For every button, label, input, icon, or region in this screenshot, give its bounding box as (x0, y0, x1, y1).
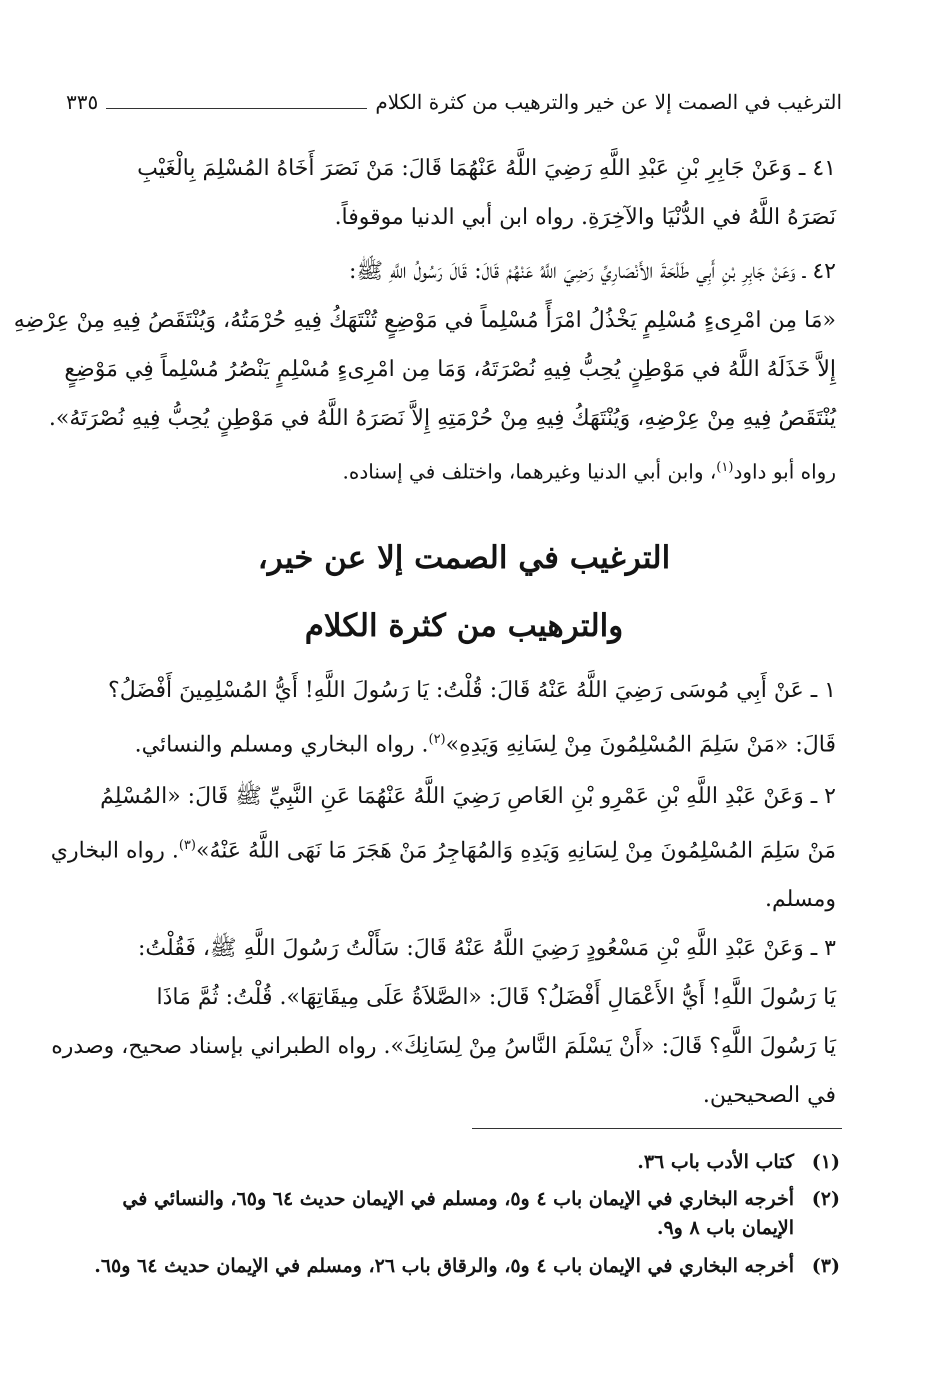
page-header (66, 84, 842, 120)
footnote-ref-1[interactable]: (١) (716, 460, 734, 475)
hadith-41 (66, 144, 836, 242)
hadith-42-line-4: يُنْتَقَصُ فِيهِ مِنْ عِرْضِهِ، وَيُنْتَهَكُ فِيهِ مِنْ حُرْمَتِهِ إِلاَّ نَصَرَهُ اللَّهُ في مَوْطِنٍ يُحِبُّ فِيهِ نُصْرَتَهُ». (48, 406, 836, 431)
hadith-42 (13, 247, 836, 497)
footnote-ref-2[interactable]: (٢) (428, 732, 446, 747)
hadith-text: مَنْ سَلِمَ المُسْلِمُونَ مِنْ لِسَانِهِ وَيَدِهِ وَالمُهَاجِرُ مَنْ هَجَرَ مَا نَهَى اللَّهُ عَنْهُ» (195, 838, 836, 864)
footnote-number: (٣) (811, 1255, 840, 1277)
header-rule (106, 108, 367, 109)
hadith-2-line-2 (50, 821, 836, 875)
hadith-1-line-1: ١ ـ عَنْ أَبِي مُوسَى رَضِيَ اللَّهُ عَنْهُ قَالَ: قُلْتُ: يَا رَسُولَ اللَّهِ! أَيُّ المُسْلِمِينَ أَفْضَلُ؟ (108, 678, 836, 703)
footnote-number: (١) (811, 1151, 840, 1173)
hadith-2-line-1: ٢ ـ وَعَنْ عَبْدِ اللَّهِ بْنِ عَمْرِو بْنِ العَاصِ رَضِيَ اللَّهُ عَنْهُمَا عَنِ النَّبِيِّ ﷺ قَالَ: «المُسْلِمُ (100, 784, 836, 809)
hadith-3-line-1: ٣ ـ وَعَنْ عَبْدِ اللَّهِ بْنِ مَسْعُودٍ رَضِيَ اللَّهُ عَنْهُ قَالَ: سَأَلْتُ رَسُولَ اللَّهِ ﷺ، فَقُلْتُ: (137, 936, 836, 961)
footnote-text: أخرجه البخاري في الإيمان باب ٤ و٥، ومسلم في الإيمان حديث ٦٤ و٦٥، والنسائي في الإيمان باب ٨ و٩. (122, 1188, 794, 1239)
hadith-3-line-4: في الصحيحين. (702, 1083, 836, 1108)
section-title-line-1: الترغيب في الصمت إلا عن خير، (257, 540, 671, 576)
hadith-42-line-5 (66, 443, 836, 497)
hadith-1-line-2 (66, 715, 836, 769)
footnote-divider (472, 1128, 842, 1129)
footnote-text: أخرجه البخاري في الإيمان باب ٤ و٥، والرقاق باب ٢٦، ومسلم في الإيمان حديث ٦٤ و٦٥. (94, 1255, 794, 1277)
hadith-1 (66, 666, 836, 769)
narration-text: . رواه البخاري ومسلم والنسائي. (134, 732, 429, 758)
footnote-ref-3[interactable]: (٣) (178, 838, 196, 853)
narration-text: . رواه البخاري (50, 838, 179, 864)
hadith-41-line-2: نَصَرَهُ اللَّهُ في الدُّنْيَا والآخِرَةِ. رواه ابن أبي الدنيا موقوفاً. (334, 205, 836, 230)
footnote-number: (٢) (811, 1188, 840, 1210)
hadith-3-line-2: يَا رَسُولَ اللَّهِ! أَيُّ الأَعْمَالِ أَفْضَلُ؟ قَالَ: «الصَّلاَةُ عَلَى مِيقَاتِهَا». قُلْتُ: ثُمَّ مَاذَا (156, 985, 836, 1010)
footnote-2 (70, 1185, 840, 1243)
section-title-line-2: والترهيب من كثرة الكلام (304, 608, 624, 644)
narration-text: ، وابن أبي الدنيا وغيرهما، واختلف في إسناده. (342, 459, 717, 484)
hadith-41-line-1: ٤١ ـ وَعَنْ جَابِرِ بْنِ عَبْدِ اللَّهِ رَضِيَ اللَّهُ عَنْهُمَا قَالَ: مَنْ نَصَرَ أَخَاهُ المُسْلِمَ بِالْغَيْبِ (137, 156, 836, 181)
hadith-3-line-3: يَا رَسُولَ اللَّهِ؟ قَالَ: «أَنْ يَسْلَمَ النَّاسُ مِنْ لِسَانِكَ». رواه الطبراني بإسناد صحيح، وصدره (51, 1034, 836, 1059)
hadith-42-line-3: إِلاَّ خَذَلَهُ اللَّهُ في مَوْطِنٍ يُحِبُّ فِيهِ نُصْرَتَهُ، وَمَا مِن امْرِىءٍ مُسْلِمٍ يَنْصُرُ مُسْلِماً فِي مَوْضِعٍ (64, 357, 836, 382)
narration-text: رواه أبو داود (733, 459, 836, 484)
hadith-42-line-1: ٤٢ ـ وَعَنْ جَابِرِ بْنِ أَبِي طَلْحَةَ الأَنْصَارِيِّ رَضِيَ اللَّهُ عَنْهُمْ قَالَ: قَالَ رَسُولُ اللَّهِ ﷺ: (349, 259, 836, 284)
page-number: ٣٣٥ (66, 90, 99, 114)
hadith-42-line-2: «مَا مِن امْرِىءٍ مُسْلِمٍ يَخْذُلُ امْرَأً مُسْلِماً في مَوْضِعٍ تُنْتَهَكُ فِيهِ حُرْمَتُهُ، وَيُنْتَقَصُ فِيهِ مِنْ عِرْضِهِ (13, 308, 836, 333)
hadith-3 (51, 924, 836, 1120)
hadith-text: قَالَ: «مَنْ سَلِمَ المُسْلِمُونَ مِنْ لِسَانِهِ وَيَدِهِ» (445, 732, 836, 758)
footnote-1 (70, 1148, 840, 1177)
footnote-3 (70, 1252, 840, 1281)
hadith-2 (50, 772, 836, 924)
running-title: الترغيب في الصمت إلا عن خير والترهيب من كثرة الكلام (375, 90, 842, 114)
hadith-2-line-3: ومسلم. (765, 887, 836, 913)
footnote-text: كتاب الأدب باب ٣٦. (637, 1151, 794, 1173)
